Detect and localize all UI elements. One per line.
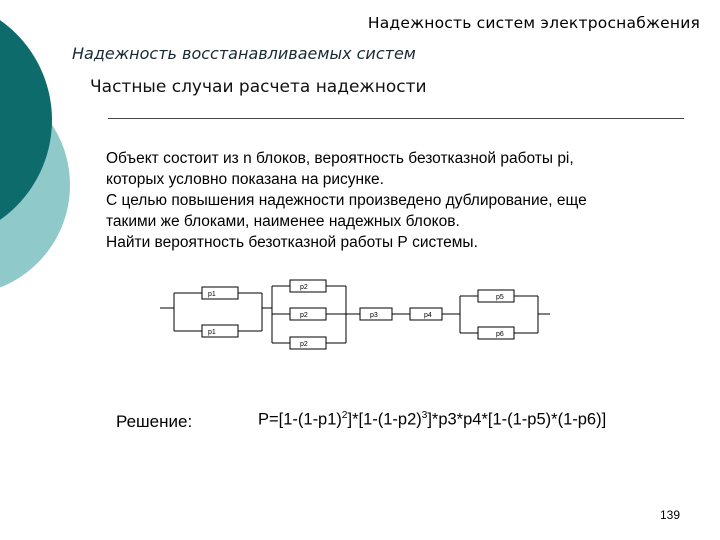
formula-part: ]*p3*p4*[1-(1-p5)*(1-p6)]	[427, 410, 607, 429]
subtitle: Частные случаи расчета надежности	[90, 77, 427, 97]
page-number: 139	[659, 508, 680, 522]
section-title: Надежность восстанавливаемых систем	[72, 44, 416, 63]
problem-statement	[106, 148, 686, 253]
block-p4: p4	[424, 312, 432, 319]
horizontal-divider	[108, 118, 684, 119]
block-p5: p5	[496, 294, 504, 301]
solution-formula	[258, 410, 606, 430]
block-p2-top: p2	[300, 284, 308, 291]
problem-line: Объект состоит из n блоков, вероятность безотказной работы pi,	[106, 150, 574, 167]
formula-exponent: 3	[421, 410, 428, 421]
problem-line: Найти вероятность безотказной работы Р системы.	[106, 234, 478, 251]
block-p2-bottom: p2	[300, 341, 308, 348]
reliability-block-diagram	[160, 276, 550, 356]
block-p1-bottom: p1	[208, 329, 216, 336]
solution-label: Решение:	[116, 412, 193, 431]
problem-line: С целью повышения надежности произведено дублирование, еще	[106, 192, 587, 209]
problem-line: которых условно показана на рисунке.	[106, 171, 384, 188]
formula-part: ]*[1-(1-p2)	[347, 410, 422, 429]
header-title: Надежность систем электроснабжения	[367, 14, 700, 32]
block-p3: p3	[370, 312, 378, 319]
formula-part: P=[1-(1-p1)	[258, 410, 342, 429]
block-p1-top: p1	[208, 291, 216, 298]
block-p2-mid: p2	[300, 312, 308, 319]
block-p6: p6	[496, 331, 504, 338]
formula-exponent: 2	[341, 410, 348, 421]
problem-line: такими же блоками, наименее надежных блоков.	[106, 213, 460, 230]
